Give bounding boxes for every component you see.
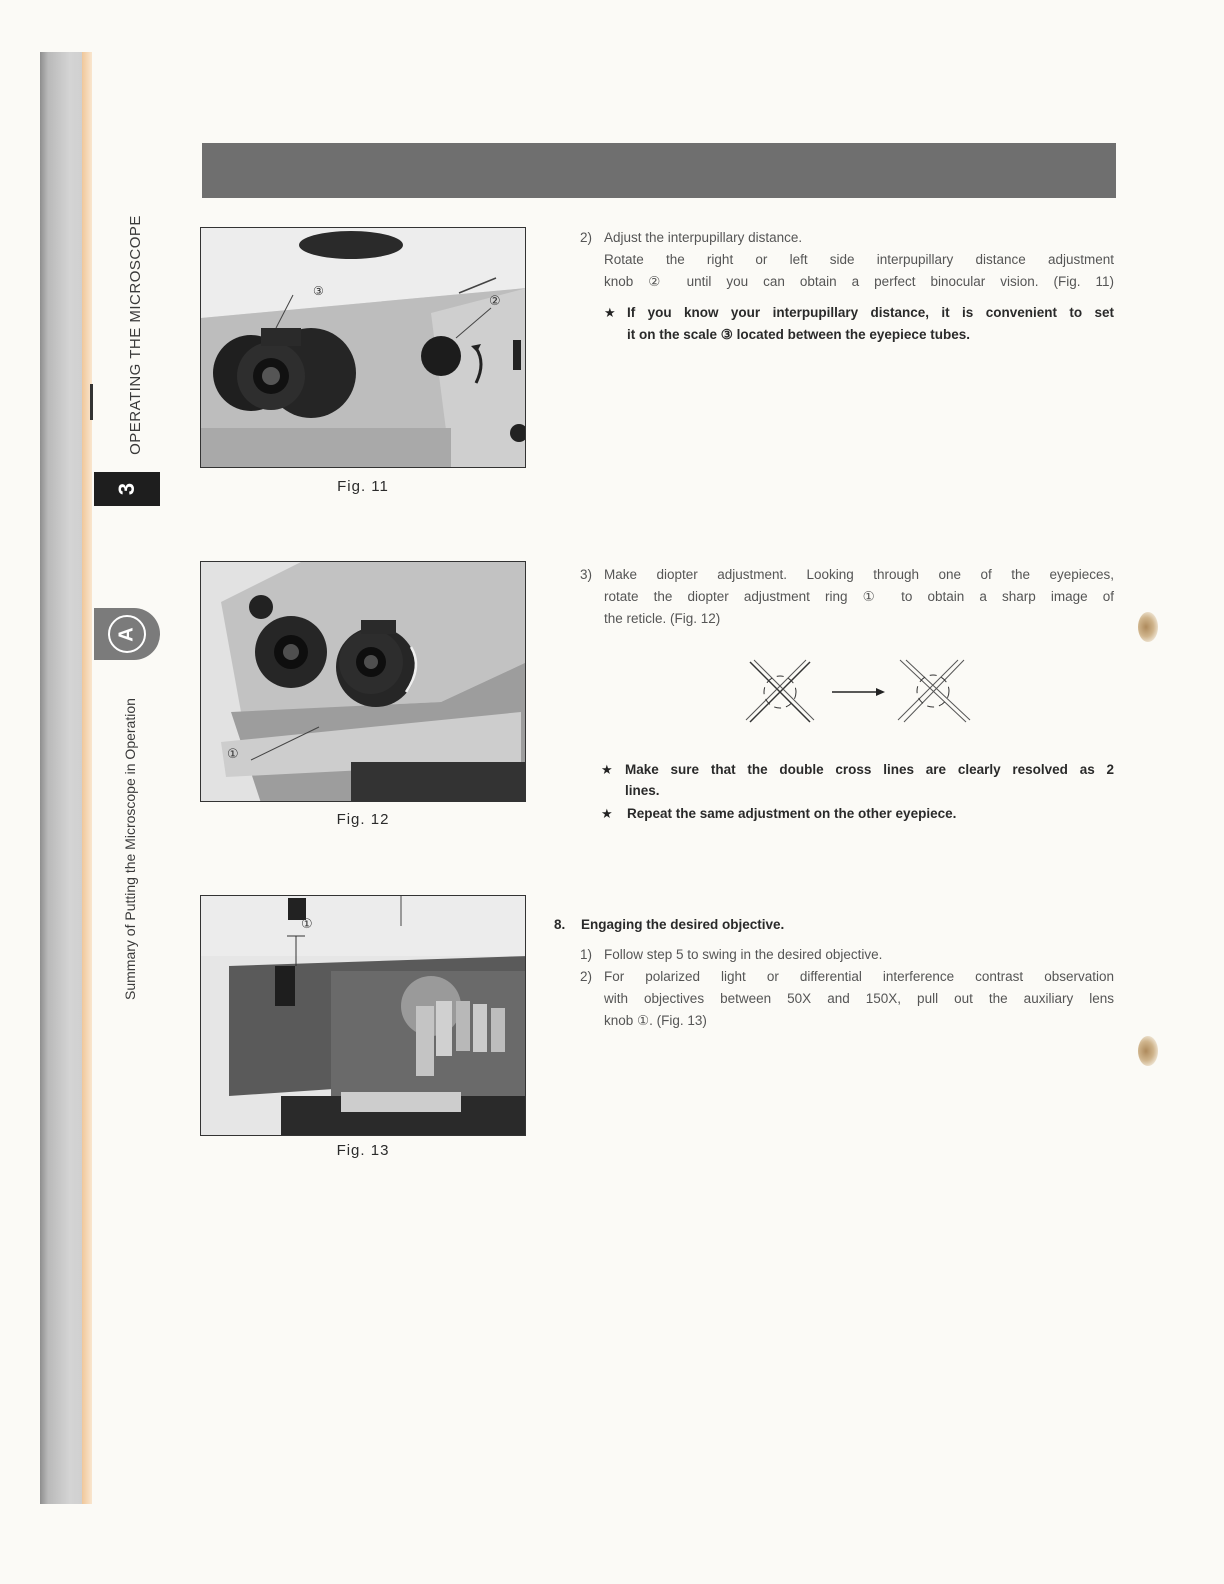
note-star-icon: ★: [601, 762, 613, 777]
section-8-number: 8.: [554, 917, 566, 932]
section-8-item-1-number: 1): [580, 947, 593, 962]
step-2-number: 2): [580, 230, 593, 245]
step-2-title: Adjust the interpupillary distance.: [604, 230, 803, 245]
section-8-item-1: Follow step 5 to swing in the desired objective.: [604, 947, 883, 962]
step-3-note-2: Repeat the same adjustment on the other eyepiece.: [627, 806, 957, 821]
section-8-title: Engaging the desired objective.: [581, 917, 785, 932]
fig11-label-2: ②: [489, 294, 501, 309]
header-bar: [202, 143, 1116, 198]
fig11-label-3: ③: [313, 284, 324, 298]
note-star-icon: ★: [604, 305, 616, 320]
part-tab: [94, 608, 160, 660]
figure-13-photo: [200, 895, 526, 1136]
step-3-line-2: rotate the diopter adjustment ring ① to obtain a sharp image of: [604, 589, 1114, 604]
section-8-item-2-line-2: with objectives between 50X and 150X, pull out the auxiliary lens: [604, 991, 1114, 1006]
reticle-before-icon: [746, 660, 814, 722]
chapter-tab: [94, 472, 160, 506]
fig13-label-1: ①: [301, 917, 313, 932]
part-letter: A: [115, 626, 138, 642]
part-title: Summary of Putting the Microscope in Operation: [122, 698, 138, 1000]
figure-13-caption: Fig. 13: [336, 1142, 390, 1159]
figure-11-photo: [200, 227, 526, 468]
reticle-after-icon: [898, 660, 970, 722]
page-spine: [40, 52, 86, 1504]
step-2-line-1: Rotate the right or left side interpupillary distance adjustment: [604, 252, 1114, 267]
reticle-diagram: [740, 654, 980, 734]
note-star-icon: ★: [601, 806, 613, 821]
section-title: OPERATING THE MICROSCOPE: [127, 215, 144, 455]
step-3-number: 3): [580, 567, 593, 582]
arrow-right-icon: [832, 688, 885, 696]
section-8-item-2-line-3: knob ①. (Fig. 13): [604, 1013, 707, 1028]
step-2-line-2: knob ② until you can obtain a perfect binocular vision. (Fig. 11): [604, 274, 1114, 289]
step-3-line-3: the reticle. (Fig. 12): [604, 611, 721, 626]
spine-marker: [90, 384, 93, 420]
fig12-label-1: ①: [227, 747, 239, 762]
binder-hole: [1138, 612, 1158, 642]
chapter-number: 3: [114, 482, 139, 496]
page-spine-edge: [82, 52, 92, 1504]
step-2-note-line-1: If you know your interpupillary distance, it is convenient to set: [627, 305, 1114, 320]
step-3-note-1-line-2: lines.: [625, 783, 660, 798]
binder-hole: [1138, 1036, 1158, 1066]
section-8-item-2-line-1: For polarized light or differential interference contrast observation: [604, 969, 1114, 984]
step-2-note-line-2: it on the scale ③ located between the eyepiece tubes.: [627, 327, 970, 342]
step-3-note-1-line-1: Make sure that the double cross lines are clearly resolved as 2: [625, 762, 1114, 777]
figure-11-caption: Fig. 11: [337, 478, 389, 495]
step-3-line-1: Make diopter adjustment. Looking through one of the eyepieces,: [604, 567, 1114, 582]
section-8-item-2-number: 2): [580, 969, 593, 984]
figure-12-photo: [200, 561, 526, 802]
figure-12-caption: Fig. 12: [336, 811, 390, 828]
